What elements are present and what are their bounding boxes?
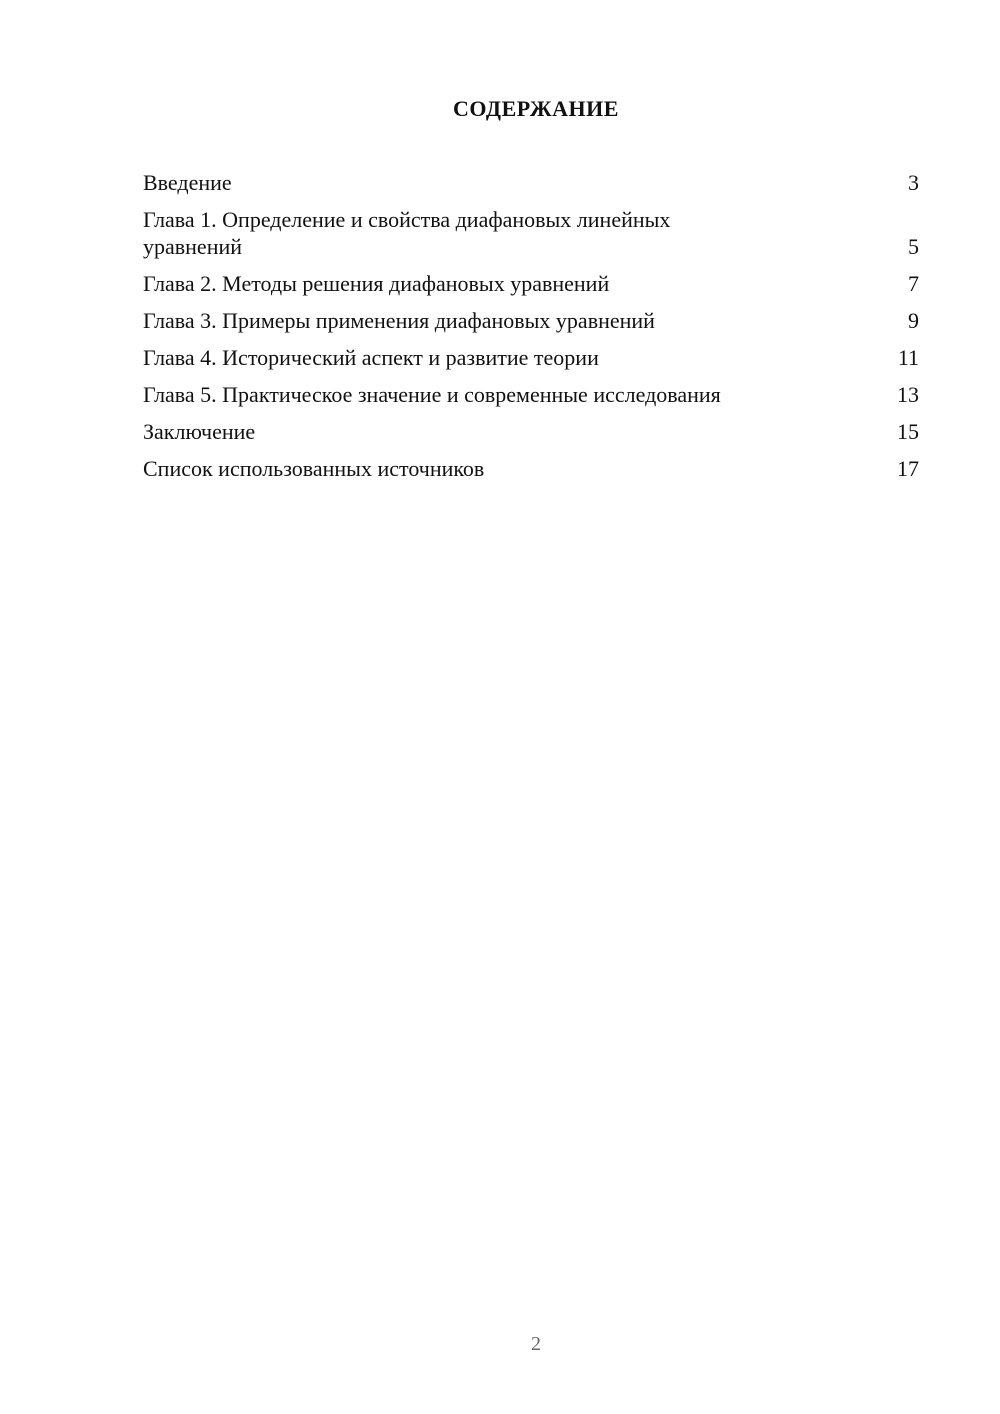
toc-entry-page: 13 bbox=[897, 382, 919, 407]
page-title: СОДЕРЖАНИЕ bbox=[453, 96, 619, 121]
toc-entry-page: 11 bbox=[897, 345, 919, 370]
toc-entry-page: 15 bbox=[897, 419, 919, 444]
page-number: 2 bbox=[531, 1333, 541, 1355]
toc-entry-chapter-4 bbox=[143, 344, 919, 371]
toc-entry-page: 17 bbox=[897, 456, 919, 481]
toc-entry-title: Глава 4. Исторический аспект и развитие теории bbox=[143, 345, 599, 370]
toc-entry-chapter-2 bbox=[143, 270, 919, 297]
toc-entry-introduction bbox=[143, 169, 919, 196]
toc-entry-title: Глава 2. Методы решения диафановых уравнений bbox=[143, 271, 610, 296]
toc-entry-page: 5 bbox=[908, 234, 919, 259]
toc-entry-chapter-1 bbox=[143, 206, 919, 260]
toc-entry-title: Введение bbox=[143, 170, 232, 195]
toc-entry-chapter-5 bbox=[143, 381, 919, 408]
toc-entry-title: Глава 3. Примеры применения диафановых уравнений bbox=[143, 308, 655, 333]
toc-entry-chapter-3 bbox=[143, 307, 919, 334]
toc-entry-title: Глава 1. Определение и свойства диафановых линейных уравнений bbox=[143, 207, 671, 259]
toc-entry-page: 7 bbox=[908, 271, 919, 296]
toc-entry-title: Заключение bbox=[143, 419, 256, 444]
toc-entry-page: 3 bbox=[908, 170, 919, 195]
toc-entry-title: Глава 5. Практическое значение и современные исследования bbox=[143, 382, 721, 407]
toc-entry-conclusion bbox=[143, 418, 919, 445]
toc-entry-page: 9 bbox=[908, 308, 919, 333]
toc-entry-title: Список использованных источников bbox=[143, 456, 485, 481]
table-of-contents bbox=[143, 169, 919, 492]
toc-entry-references bbox=[143, 455, 919, 482]
